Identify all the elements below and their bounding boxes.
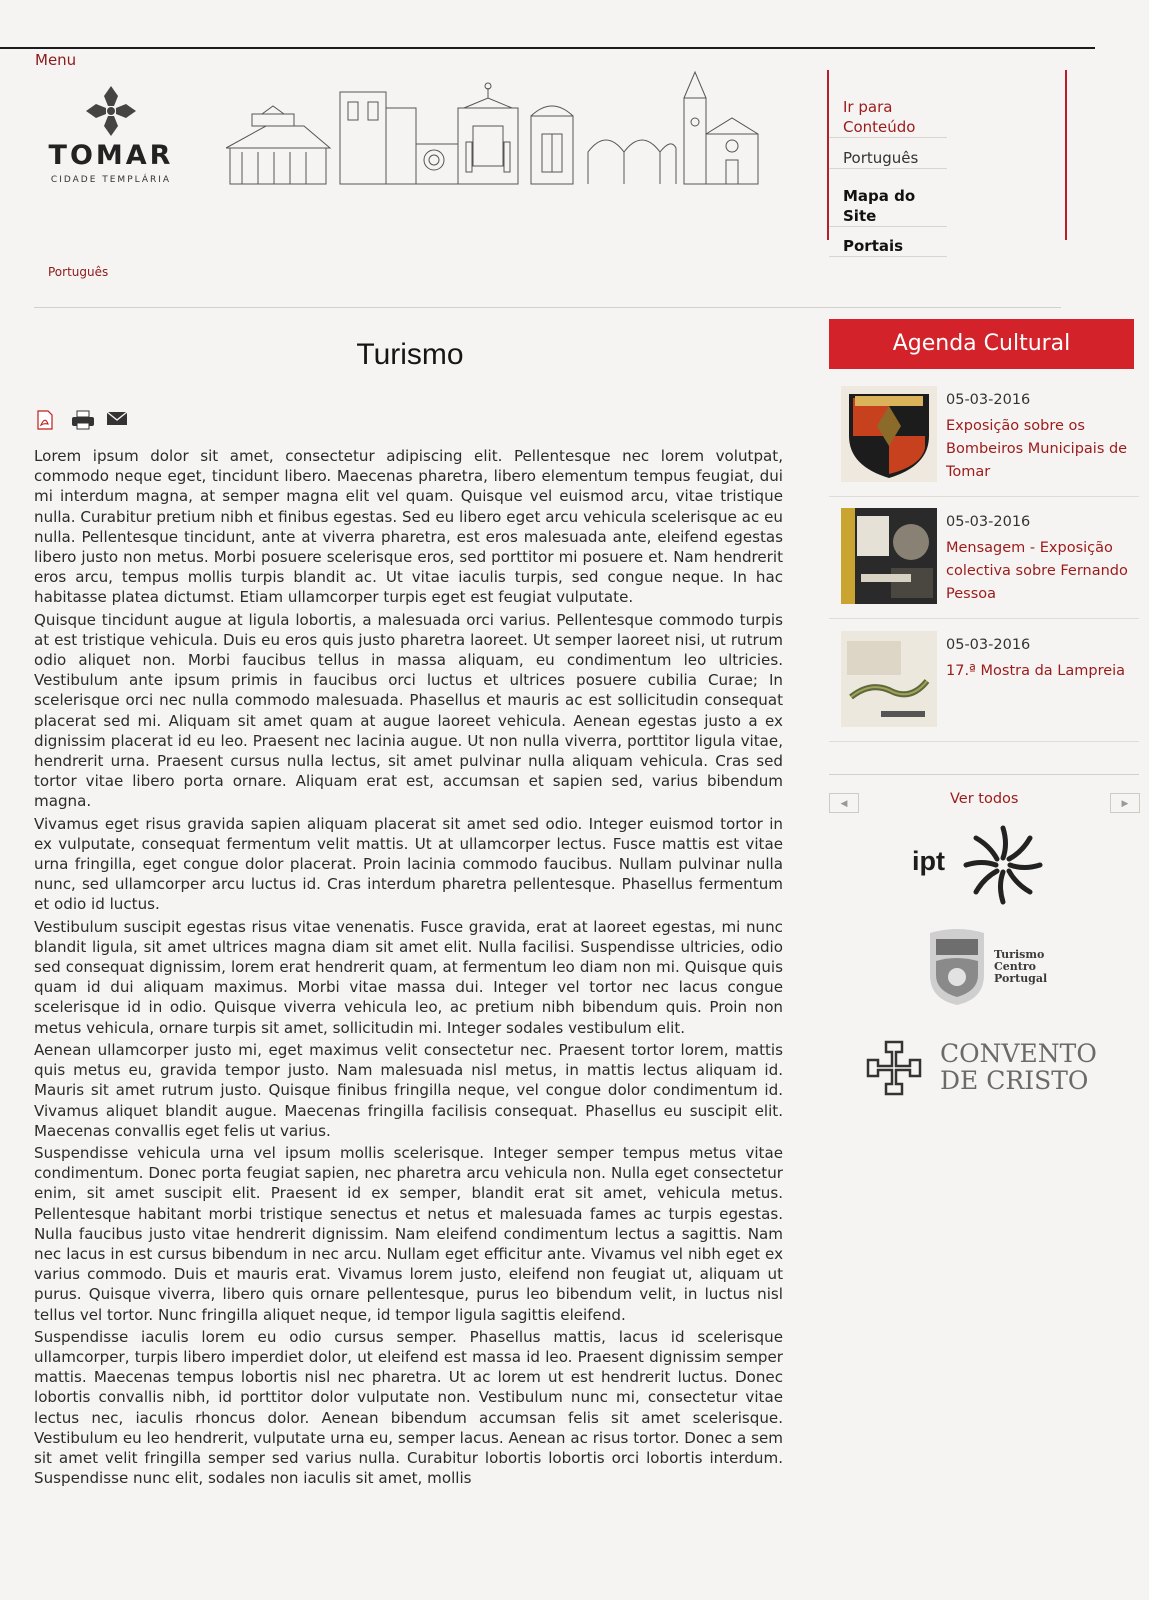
templar-cross-icon: [84, 84, 138, 138]
agenda-event[interactable]: [829, 508, 1139, 619]
article-paragraph: Suspendisse iaculis lorem eu odio cursus semper. Phasellus mattis, lacus id scelerisque ullamcorper, turpis libero imperdiet dolor, ut eleifend est massa id leo. Praesent dignissim semper mattis. Maecenas tempus lobortis nisl nec pharetra. Ut ac lorem ut est hendrerit luctus. Donec lobortis convallis nibh, id porttitor dolor vulputate non. Vestibulum nunc mi, consectetur vitae lectus nec, iaculis rhoncus dolor. Aenean bibendum accumsan felis sit amet scelerisque. Vestibulum eu leo hendrerit, vulputate urna eu, semper lacus. Aenean ac risus tortor. Donec a sem sit amet velit fringilla semper sed varius nulla. Curabitur lobortis lobortis orci lobortis interdum. Suspendisse nunc elit, sodales non iaculis sit amet, mollis: [34, 1327, 783, 1488]
partner-name: Turismo Centro Portugal: [994, 948, 1048, 985]
article-paragraph: Quisque tincidunt augue at ligula lobortis, a malesuada orci varius. Pellentesque commodo turpis at est tristique vehicula. Duis eu eros quis justo pharetra laoreet. Ut semper laoreet nisi, ut rutrum odio aliquet non. Morbi faucibus tellus in massa aliquam, eu condimentum leo ultricies. Vestibulum ante ipsum primis in faucibus orci luctus et ultrices posuere cubilia Curae; In scelerisque orci nec nulla commodo malesuada. Phasellus et mauris ac est sollicitudin consequat placerat sed mi. Aliquam sit amet quam at augue laoreet vehicula. Aenean egestas justo a ex dignissim placerat id eu leo. Praesent nec lacinia augue. Ut non nulla viverra, porttitor ligula vitae, hendrerit urna. Praesent cursus nulla lectus, sit amet pulvinar nulla aliquam vehicula. Cras sed tortor vitae libero porta ornare. Aliquam erat est, accumsan et sapien sed, varius bibendum magna.: [34, 610, 783, 811]
article-paragraph: Vestibulum suscipit egestas risus vitae venenatis. Fusce gravida, erat at laoreet egestas, mi nunc blandit ligula, sit amet ultrices magna diam sit amet elit. Nulla facilisi. Suspendisse ultricies, odio sed consequat dignissim, lorem erat hendrerit quam, at fermentum leo diam non mi. Quisque quis quam id dui aliquam maximus. Morbi vitae massa dui. Integer vel tortor nec lacus congue scelerisque id in odio. Quisque viverra vehicula leo, ac pretium nibh bibendum quis. Proin non metus vehicula, ornare turpis sit amet, sollicitudin mi. Integer sodales vestibulum elit.: [34, 917, 783, 1037]
partner-name: CONVENTO DE CRISTO: [940, 1039, 1097, 1095]
chevron-right-icon[interactable]: ▶: [1110, 793, 1140, 813]
page-title: Turismo: [356, 338, 464, 371]
pdf-icon[interactable]: [36, 410, 58, 430]
language-label[interactable]: Português: [48, 265, 109, 279]
templar-cross-icon: [866, 1040, 922, 1096]
article-body: [34, 446, 783, 1490]
brand-tagline: CIDADE TEMPLÁRIA: [50, 175, 172, 185]
lampreia-poster-icon: [841, 631, 937, 727]
event-title[interactable]: Mensagem - Exposição colectiva sobre Fernando Pessoa: [946, 540, 1128, 602]
event-title[interactable]: 17.ª Mostra da Lampreia: [946, 663, 1126, 679]
print-icon[interactable]: [71, 410, 93, 430]
brand-name: TOMAR: [48, 140, 174, 171]
see-all-link[interactable]: Ver todos: [950, 791, 1019, 807]
top-rule: [0, 47, 1095, 49]
ipt-star-icon: [962, 824, 1044, 906]
article-paragraph: Aenean ullamcorper justo mi, eget maximus velit consectetur nec. Praesent tortor lorem, mattis quis metus eu, gravida tempor justo. Nam malesuada nisl metus, in mattis lectus aliquam id. Mauris sit amet rutrum justo. Quisque finibus fringilla neque, vel congue dolor condimentum id. Vivamus aliquet blandit augue. Maecenas fringilla facilisis consequat. Phasellus eu suscipit elit. Maecenas convallis eget felis ut varius.: [34, 1040, 783, 1140]
quick-nav: [827, 70, 1067, 255]
menu-link[interactable]: Menu: [35, 51, 77, 69]
email-icon[interactable]: [106, 410, 128, 430]
article-paragraph: Suspendisse vehicula urna vel ipsum mollis scelerisque. Integer semper tempus metus vitae condimentum. Donec porta feugiat sapien, nec pharetra arcu vehicula non. Nulla eget consectetur enim, sit amet suscipit elit. Praesent id ex semper, blandit erat sit amet, vehicula metus. Pellentesque habitant morbi tristique senectus et netus et malesuada fames ac turpis egestas. Nulla faucibus justo vitae hendrerit dignissim. Nam eleifend condimentum lectus a sagittis. Nam nec lacus in est cursus bibendum in nec arcu. Nullam eget efficitur ante. Vivamus vel nibh eget ex varius commodo. Duis et mauris erat. Vivamus lorem justo, eleifend non feugiat ut, aliquam ut purus. Quisque viverra, libero quis ornare pellentesque, purus leo bibendum velit, in luctus nisl tellus vel tortor. Nunc fringilla aliquet neque, id tempor ligula sagittis eleifend.: [34, 1143, 783, 1324]
skip-to-content-link[interactable]: Ir para Conteúdo: [829, 97, 947, 138]
article-paragraph: Vivamus eget risus gravida sapien aliquam placerat sit amet sed odio. Integer euismod tortor in ex vulputate, consequat fermentum velit mattis. Ut at ullamcorper lectus. Fusce mattis est vitae urna fringilla, eget congue dolor placerat. Proin lacinia commodo faucibus. Nullam pulvinar nulla nunc, sed ullamcorper arcu luctus id. Cras interdum pharetra pellentesque. Phasellus fermentum et odio id luctus.: [34, 814, 783, 914]
event-date: 05-03-2016: [946, 392, 1031, 408]
event-date: 05-03-2016: [946, 514, 1031, 530]
partner-name: ipt: [912, 846, 945, 876]
site-map-link[interactable]: Mapa do Site: [829, 186, 947, 227]
agenda-divider: [829, 774, 1139, 775]
agenda-cultural-heading: Agenda Cultural: [829, 319, 1134, 369]
monuments-skyline-illustration: [226, 68, 778, 190]
firefighters-crest-icon: [841, 386, 937, 482]
tomar-logo[interactable]: [38, 84, 184, 188]
portals-link[interactable]: Portais: [829, 236, 947, 257]
turismo-centro-portugal-logo[interactable]: [926, 925, 1056, 1007]
event-date: 05-03-2016: [946, 637, 1031, 653]
agenda-event[interactable]: [829, 386, 1139, 497]
agenda-event[interactable]: [829, 631, 1139, 742]
article-tools: [36, 409, 136, 429]
turismo-centro-emblem-icon: [926, 925, 988, 1007]
language-selector[interactable]: Português: [829, 148, 947, 169]
convento-de-cristo-logo[interactable]: [866, 1036, 1097, 1100]
ipt-logo[interactable]: [912, 824, 1044, 906]
header-divider: [34, 307, 1061, 308]
event-title[interactable]: Exposição sobre os Bombeiros Municipais de Tomar: [946, 418, 1128, 480]
article-paragraph: Lorem ipsum dolor sit amet, consectetur adipiscing elit. Pellentesque nec lorem volutpat, commodo neque eget, tincidunt libero. Maecenas pharetra, libero elementum tempus feugiat, dui mi interdum magna, at semper magna elit vel quam. Quisque vel euismod arcu, vitae tristique nulla. Curabitur pretium nibh et finibus egestas. Sed eu libero eget arcu vehicula scelerisque ac eu nulla. Pellentesque tincidunt, ante at viverra pharetra, est eros malesuada ante, eleifend egestas libero justo non metus. Morbi posuere scelerisque eros, sed porttitor mi posuere et. Nam hendrerit eros arcu, tempus mollis turpis blandit ac. Ut vitae iaculis turpis, sed congue neque. In hac habitasse platea dictumst. Etiam ullamcorper turpis eget est feugiat vulputate.: [34, 447, 783, 607]
chevron-left-icon[interactable]: ◀: [829, 793, 859, 813]
mensagem-poster-icon: [841, 508, 937, 604]
